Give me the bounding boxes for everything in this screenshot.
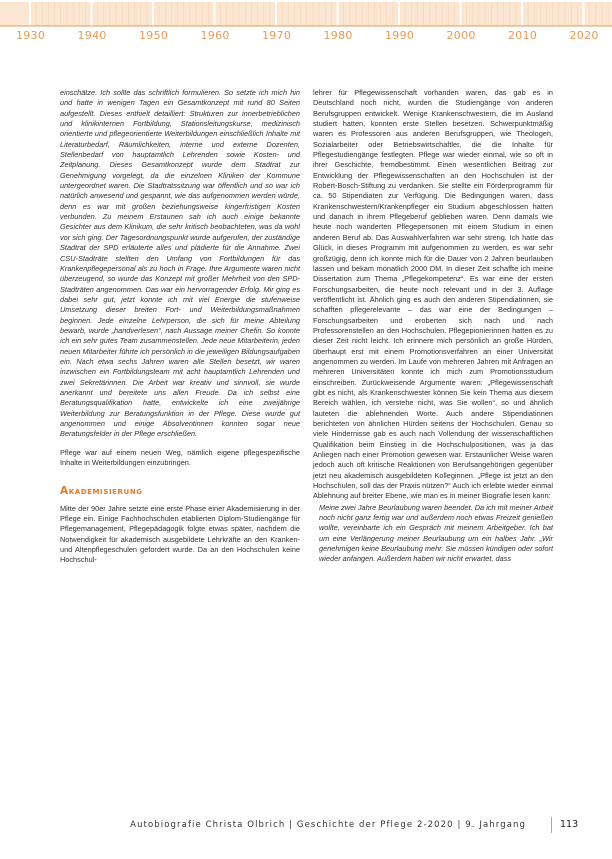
footer-text: Autobiografie Christa Olbrich | Geschichte der Pflege 2-2020 | 9. Jahrgang [130, 820, 526, 830]
timeline-year-2010: 2010 [508, 29, 538, 42]
timeline-year-1990: 1990 [385, 29, 415, 42]
right-paragraph-1: lehrer für Pflegewissenschaft vorhanden waren, das gab es in Deutschland noch nicht, wurden die Studiengänge von anderen Berufsgruppen entwickelt. Wenige Krankenschwestern, die im Ausland studiert hatten, konnten erste Stellen besetzen. Schwerpunktmäßig waren es Professoren aus anderen Berufsgruppen, wie Theologen, Sozialarbeiter oder Betriebswirtschaftler, die die Inhalte für Pflegestudiengänge festlegten. Pflege war wieder einmal, wie so oft in ihrer Geschichte, fremdbestimmt. Einen wesentlichen Beitrag zur Entwicklung der Pflegewissenschaften an den Hochschulen ist der Robert-Bosch-Stiftung zu verdanken. Sie stellte ein Förderprogramm für ca. 50 Stipendiaten zur Verfügung. Die Bedingungen waren, dass Krankenschwestern/Krankenpfleger ein Studium abgeschlossen hatten und danach in ihrem Pflegeberuf geblieben waren. Denn damals wie heute noch wanderten Pflegepersonen mit einem Studium in einen anderen Beruf ab. Das Auswahlverfahren war sehr streng. Ich hatte das Glück, in dieses Programm mit aufgenommen zu werden, es war sehr großzügig, denn ich konnte mich für die Dauer von 2 Jahren beurlauben lassen und bekam monatlich 2000 DM. In dieser Zeit schaffte ich meine Dissertation zum Thema „Pflegekompetenz“. Es war eine der ersten Forschungsarbeiten, die heute noch relevant und in der 3. Auflage veröffentlicht ist. Ähnlich ging es auch den anderen Stipendiatinnen, sie schafften pflegerelevante – das war eine der Bedingungen – Forschungsarbeiten und eroberten sich nach und nach Professorenstellen an den Hochschulen. Pflegepionierinnen hatten es zu dieser Zeit nicht leicht. Ich erinnere mich persönlich an große Hürden, überhaupt erst mit einem Promotionsverfahren an einer Universität angenommen zu werden. Im Laufe von mehreren Jahren mit Anfragen an mehreren Universitäten konnte ich mich zum Promotionsstudium einschreiben. Zurückweisende Argumente waren: „Pflegewissenschaft gibt es nicht, als Krankenschwester können Sie kein Thema aus diesem Bereich wählen, ich verstehe nicht, was Sie wollen“, so und ähnlich lauteten die ablehnenden Worte. Auch andere Stipendiatinnen berichteten von ähnlichen Hürden seitens der Hochschulen. Genau so viele Hindernisse gab es auch nach Vollendung der wissenschaftlichen Qualifikation beim Einstieg in die Hochschulpositionen, was ja das Anliegen nach einer Promotion gewesen war. Erstaunlicher Weise waren jedoch auch oft kritische Reaktionen von Berufsangehörigen gegenüber jetzt neu akademisch ausgebildeten Kolleginnen. „Pflege ist jetzt an den Hochschulen, soll das der Praxis nützen?“ Auch ich erlebte wieder einmal Ablehnung auf breiter Ebene, wie man es in meiner Biografie lesen kann: [313, 88, 553, 501]
section-heading: Akademisierung [60, 485, 143, 498]
timeline-year-1950: 1950 [139, 29, 169, 42]
left-italic-block: einschätze. Ich sollte das schriftlich formulieren. So setzte ich mich hin und hatte in wenigen Tagen ein Gesamtkonzept mit rund 80 Seiten aufgestellt. Dieses enthielt detailliert: Strukturen zur innerbetrieblichen und klinikinternen Fortbildung, Stationsleitungskurse, medizinisch orientierte und pflegeorientierte Weiterbildungen einschließlich Inhalte mit Literaturbedarf, Räumlichkeiten, interne und externe Dozenten, Stellenbedarf von hauptamtlich Lehrenden sowie Kosten- und Zeitplanung. Dieses Gesamtkonzept wurde dem Stadtrat zur Genehmigung vorgelegt, da die einzelnen Kliniken der Kommune untergeordnet waren. Die Stadtratssitzung war öffentlich und so war ich natürlich anwesend und gespannt, wie das aufgenommen werden würde, denn es war mit großen beziehungsweise kingerfristigen Kosten verbunden. Zu meinem Erstaunen sah ich auch einige bekannte Gesichter aus dem Klinikum, die sehr kritisch beobachteten, was da wohl vor sich ging. Der Tagesordnungspunkt wurde aufgerufen, der zuständige Stadtrat der SPD erläuterte alles und plädierte für die Annahme. Zwei CSU-Stadträte stellten den Umfang von Fortbildungen für das Krankenpflegepersonal als zu hoch in Frage. Ihre Argumente waren nicht überzeugend, so wurde das Konzept mit großer Mehrheit von den SPD-Stadträten angenommen. Das war ein hervorragender Erfolg. Mir ging es dabei sehr gut, jetzt konnte ich mit viel Energie die stufenweise Umsetzung dieser breiten Fort- und Weiterbildungsmaßnahmen beginnen. Jede einzelne Lehrperson, die sich für meine Abteilung bewarb, wurde „handverlesen“, nach Aussage meiner Chefin. So konnte ich ein sehr gutes Team zusammenstellen. Jede neue Mitarbeiterin, jeden neuen Mitarbeiter führte ich persönlich in die jeweiligen Bildungsaufgaben ein. Nach etwa sechs Jahren waren alle Stellen besetzt, wir waren inzwischen ein Fortbildungsteam mit acht hauptamtlich Lehrenden und zwei Sekretärinnen. Die Arbeit war kreativ und sinnvoll, sie wurde anerkannt und bereitete uns allen Freude. Da ich selbst eine Beratungsqualifikation hatte, entwickelte ich eine zweijährige Weiterbildung zur Beratungsfunktion in der Pflege. Diese wurde gut angenommen und einige Absolventinnen konnten sogar neue Beratungsfelder in der Pflege erschließen. [60, 88, 300, 439]
footer-divider [551, 817, 552, 833]
timeline-year-1970: 1970 [262, 29, 292, 42]
timeline-year-2000: 2000 [446, 29, 476, 42]
timeline-header [0, 0, 612, 44]
timeline-year-1930: 1930 [16, 29, 46, 42]
right-column [313, 88, 553, 565]
timeline-year-1940: 1940 [77, 29, 107, 42]
left-column [60, 88, 300, 566]
timeline-year-1960: 1960 [200, 29, 230, 42]
right-italic-quote: Meine zwei Jahre Beurlaubung waren beendet. Da ich mit meiner Arbeit noch nicht ganz fertig war und außerdem noch etwas Freizeit genießen wollte, vereinbarte ich ein Gespräch mit meinem Arbeitgeber. Ich bat um eine Verlängerung meiner Beurlaubung um ein halbes Jahr. „Wir genehmigen keine Beurlaubung mehr. Sie müssen kündigen oder sofort wieder anfangen. Außerdem haben wir nicht erwartet, dass [319, 502, 553, 564]
left-paragraph-2: Pflege war auf einem neuen Weg, nämlich eigene pflegespezifische Inhalte in Weiterbildungen einzubringen. [60, 447, 300, 468]
page-number: 113 [560, 819, 579, 830]
page-footer [0, 817, 612, 837]
left-paragraph-3: Mitte der 90er Jahre setzte eine erste Phase einer Akademisierung in der Pflege ein. Einige Fachhochschulen etablierten Diplom-Studiengänge für Pflegemanagement, Pflegepädagogik folgte etwas später, nachdem die Notwendigkeit für akademisch ausgebildete Lehrkräfte an den Kranken- und Altenpflegeschulen gefordert wurde. Da an den Hochschulen keine Hochschul- [60, 503, 300, 565]
timeline-year-1980: 1980 [323, 29, 353, 42]
timeline-year-2020: 2020 [569, 29, 599, 42]
